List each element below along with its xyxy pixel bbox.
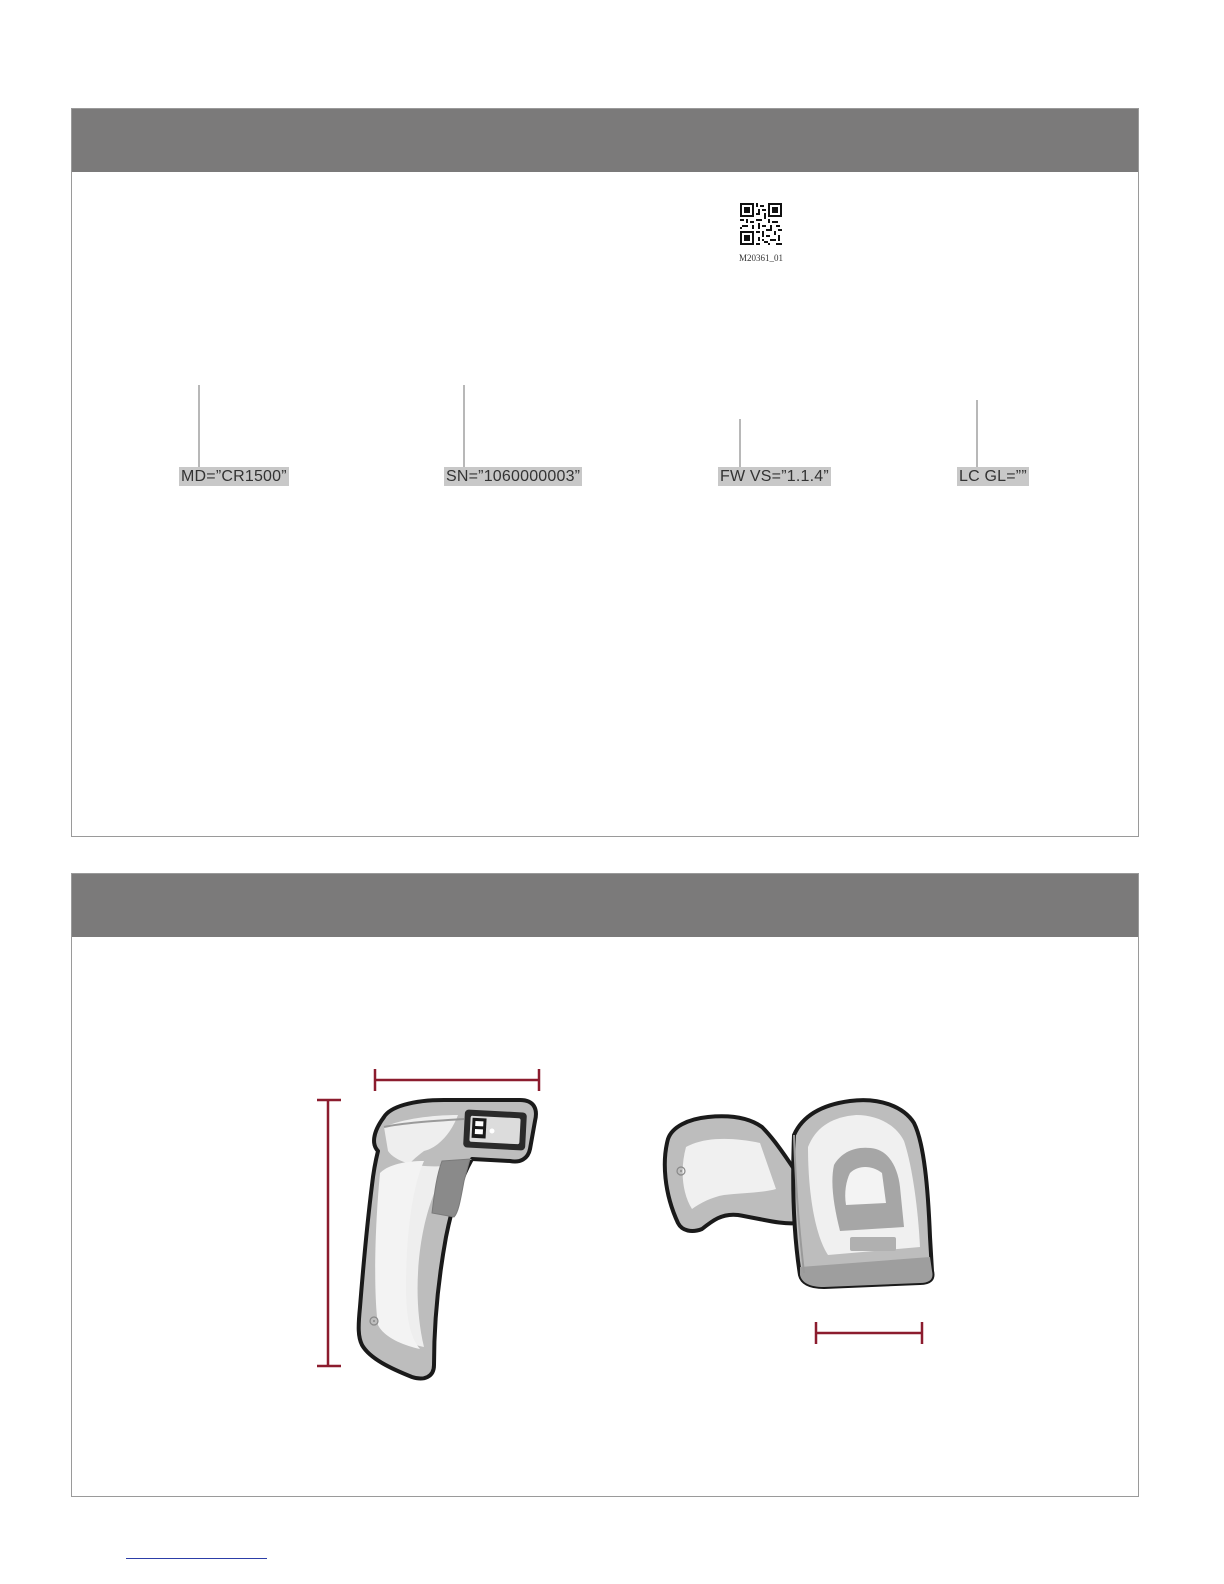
panel-header [72, 109, 1138, 172]
leader-line [198, 385, 200, 471]
scanner-front-view [317, 1069, 539, 1379]
leader-line [976, 400, 978, 471]
footer-link-rule [126, 1558, 267, 1559]
width-dimension-line [375, 1069, 539, 1091]
scanner-side-view [665, 1100, 933, 1344]
qr-code [736, 203, 786, 263]
panel-header [72, 874, 1138, 937]
leader-line [463, 385, 465, 471]
dimensions-panel [71, 873, 1139, 1497]
qr-caption: M20361_01 [738, 253, 783, 263]
scanner-dimensions-illustration [72, 937, 1138, 1497]
base-dimension-line [816, 1322, 922, 1344]
language-field: LC GL=”” [959, 468, 1027, 485]
model-field: MD=”CR1500” [181, 468, 287, 485]
label-info-panel [71, 108, 1139, 837]
firmware-version-field: FW VS=”1.1.4” [720, 468, 829, 485]
leader-line [739, 419, 741, 471]
qr-code-icon [740, 203, 782, 245]
height-dimension-line [317, 1100, 341, 1366]
serial-number-field: SN=”1060000003” [446, 468, 581, 485]
